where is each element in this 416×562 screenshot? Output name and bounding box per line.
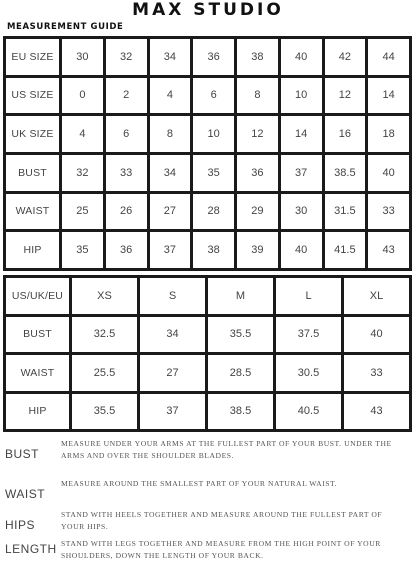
size-row-label: US SIZE	[6, 78, 59, 114]
letter-row-cell: 32.5	[72, 317, 137, 353]
size-row-cell: 35	[193, 155, 234, 191]
size-row-label: WAIST	[6, 194, 59, 230]
size-row-cell: 14	[281, 116, 322, 152]
size-row-cell: 34	[150, 39, 191, 75]
letter-row-cell: M	[208, 278, 273, 314]
size-row-cell: 36	[106, 232, 147, 268]
note-term: LENGTH	[5, 542, 57, 556]
size-row-cell: 10	[193, 116, 234, 152]
size-row-cell: 44	[368, 39, 409, 75]
note-text: MEASURE AROUND THE SMALLEST PART OF YOUR NATURAL WAIST.	[61, 479, 338, 488]
size-row-cell: 4	[62, 116, 103, 152]
size-row-cell: 14	[368, 78, 409, 114]
size-row-cell: 29	[237, 194, 278, 230]
size-row-cell: 38	[237, 39, 278, 75]
size-row-cell: 34	[150, 155, 191, 191]
letter-row-cell: 33	[344, 355, 409, 391]
note-term: BUST	[5, 447, 40, 461]
size-row-cell: 39	[237, 232, 278, 268]
size-row-label: BUST	[6, 155, 59, 191]
letter-row-cell: 34	[140, 317, 205, 353]
size-row-cell: 38.5	[325, 155, 366, 191]
numeric-size-table	[3, 36, 412, 271]
note-term: HIPS	[5, 518, 36, 532]
size-row-cell: 12	[325, 78, 366, 114]
letter-row-cell: 35.5	[208, 317, 273, 353]
letter-row-cell: 37.5	[276, 317, 341, 353]
letter-size-table	[3, 275, 412, 432]
size-row-label: UK SIZE	[6, 116, 59, 152]
letter-row-label: BUST	[6, 317, 69, 353]
size-row-cell: 37	[281, 155, 322, 191]
size-row-cell: 8	[237, 78, 278, 114]
size-row-cell: 40	[281, 232, 322, 268]
size-row-cell: 36	[237, 155, 278, 191]
size-row-cell: 33	[368, 194, 409, 230]
size-row-cell: 4	[150, 78, 191, 114]
numeric-size-grid	[6, 39, 409, 268]
size-row-cell: 6	[106, 116, 147, 152]
letter-row-label: HIP	[6, 394, 69, 430]
size-row-cell: 18	[368, 116, 409, 152]
letter-row-cell: XS	[72, 278, 137, 314]
size-row-cell: 26	[106, 194, 147, 230]
size-row-cell: 2	[106, 78, 147, 114]
note-term: WAIST	[5, 487, 46, 501]
size-row-cell: 16	[325, 116, 366, 152]
size-row-cell: 32	[62, 155, 103, 191]
size-row-cell: 30	[62, 39, 103, 75]
size-row-cell: 37	[150, 232, 191, 268]
size-row-cell: 41.5	[325, 232, 366, 268]
size-row-cell: 40	[281, 39, 322, 75]
letter-row-cell: 28.5	[208, 355, 273, 391]
letter-row-cell: L	[276, 278, 341, 314]
size-row-cell: 25	[62, 194, 103, 230]
letter-row-cell: 43	[344, 394, 409, 430]
letter-row-cell: 40.5	[276, 394, 341, 430]
size-row-label: HIP	[6, 232, 59, 268]
size-row-cell: 42	[325, 39, 366, 75]
letter-row-cell: 40	[344, 317, 409, 353]
letter-row-cell: 30.5	[276, 355, 341, 391]
letter-row-cell: 38.5	[208, 394, 273, 430]
size-row-label: EU SIZE	[6, 39, 59, 75]
note-text: MEASURE UNDER YOUR ARMS AT THE FULLEST PART OF YOUR BUST. UNDER THE ARMS AND OVER THE SHOULDER BLADES.	[61, 439, 392, 460]
size-row-cell: 0	[62, 78, 103, 114]
brand-title: MAX STUDIO	[132, 0, 284, 20]
letter-row-cell: 25.5	[72, 355, 137, 391]
size-row-cell: 10	[281, 78, 322, 114]
size-row-cell: 38	[193, 232, 234, 268]
size-row-cell: 12	[237, 116, 278, 152]
letter-row-label: US/UK/EU	[6, 278, 69, 314]
note-text: STAND WITH LEGS TOGETHER AND MEASURE FROM THE HIGH POINT OF YOUR SHOULDERS, DOWN THE LENGTH OF YOUR BACK.	[61, 539, 381, 560]
letter-row-cell: 27	[140, 355, 205, 391]
guide-subtitle: MEASUREMENT GUIDE	[7, 22, 124, 32]
letter-row-cell: S	[140, 278, 205, 314]
letter-row-cell: 35.5	[72, 394, 137, 430]
size-row-cell: 27	[150, 194, 191, 230]
letter-row-cell: XL	[344, 278, 409, 314]
size-row-cell: 43	[368, 232, 409, 268]
letter-row-label: WAIST	[6, 355, 69, 391]
letter-size-grid	[6, 278, 409, 429]
size-row-cell: 6	[193, 78, 234, 114]
note-text: STAND WITH HEELS TOGETHER AND MEASURE AROUND THE FULLEST PART OF YOUR HIPS.	[61, 510, 383, 531]
size-row-cell: 31.5	[325, 194, 366, 230]
size-row-cell: 32	[106, 39, 147, 75]
size-row-cell: 30	[281, 194, 322, 230]
letter-row-cell: 37	[140, 394, 205, 430]
size-row-cell: 40	[368, 155, 409, 191]
size-row-cell: 28	[193, 194, 234, 230]
size-row-cell: 8	[150, 116, 191, 152]
size-row-cell: 33	[106, 155, 147, 191]
size-row-cell: 36	[193, 39, 234, 75]
size-row-cell: 35	[62, 232, 103, 268]
